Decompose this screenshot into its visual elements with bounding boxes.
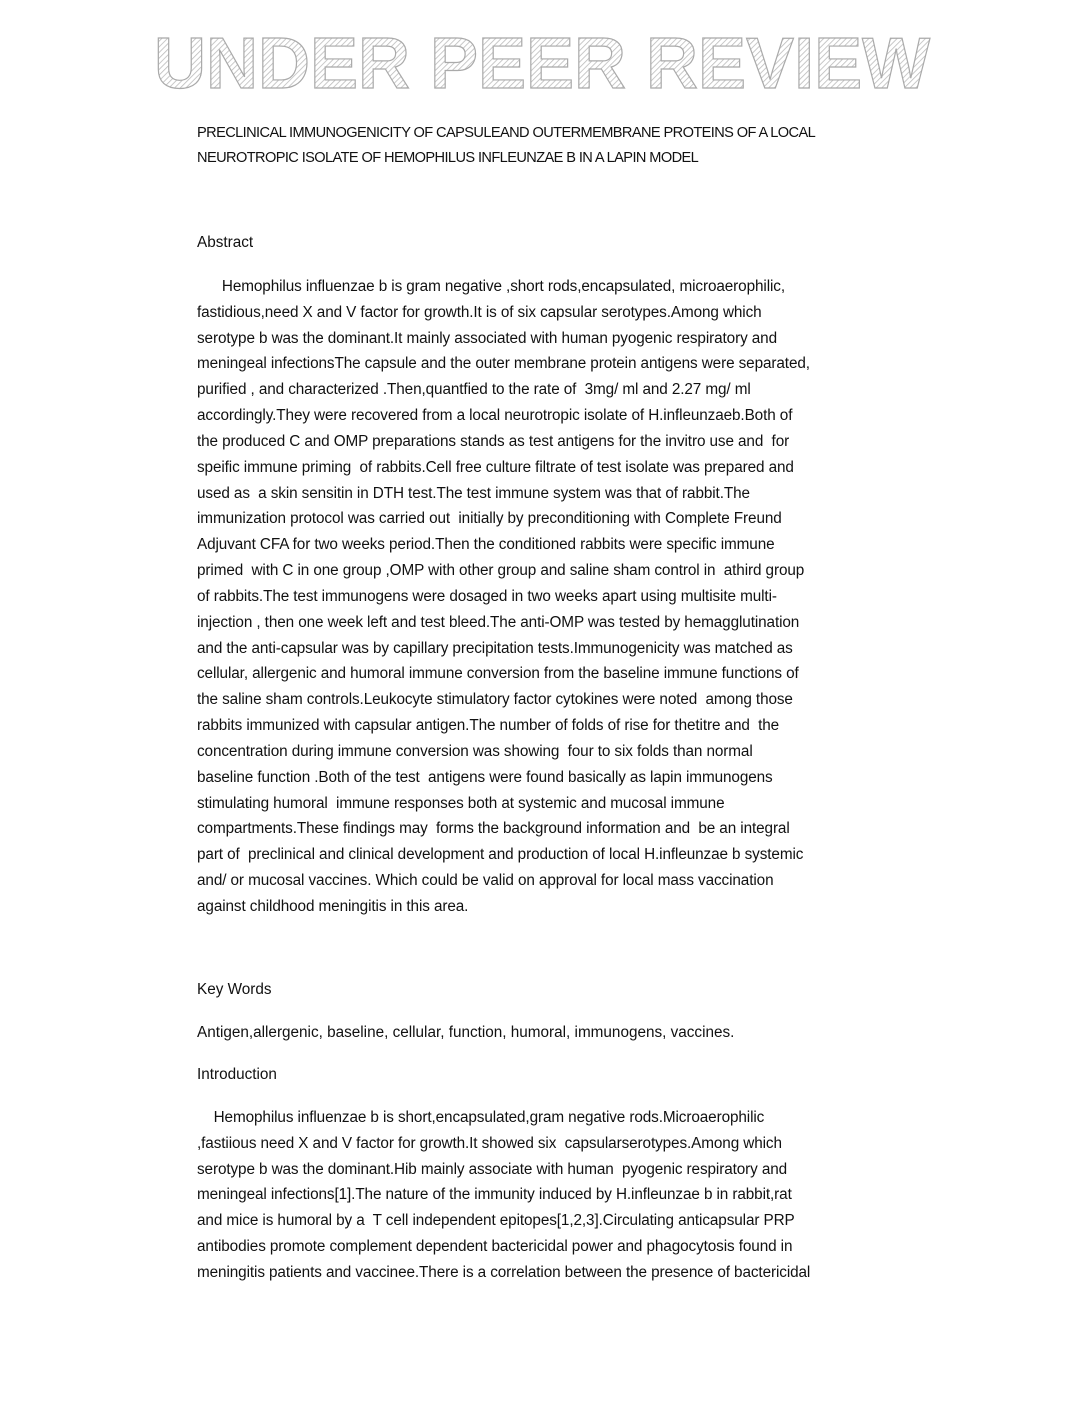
paragraph-line: and the anti-capsular was by capillary precipitation tests.Immunogenicity was matched as (197, 639, 793, 657)
paragraph-line: meningeal infectionsThe capsule and the outer membrane protein antigens were separated, (197, 355, 810, 373)
introduction-heading: Introduction (197, 1066, 277, 1083)
paragraph-line: compartments.These findings may forms the background information and be an integral (197, 820, 790, 838)
paragraph-line: used as a skin sensitin in DTH test.The test immune system was that of rabbit.The (197, 484, 750, 502)
paragraph-line: accordingly.They were recovered from a local neurotropic isolate of H.infleunzaeb.Both of (197, 407, 793, 425)
title-line: NEUROTROPIC ISOLATE OF HEMOPHILUS INFLEUNZAE B IN A LAPIN MODEL (197, 150, 699, 166)
paragraph-line: primed with C in one group ,OMP with other group and saline sham control in athird group (197, 562, 805, 580)
paragraph-line: meningitis patients and vaccinee.There is a correlation between the presence of bactericidal (197, 1263, 811, 1281)
paragraph-line: serotype b was the dominant.Hib mainly associate with human pyogenic respiratory and (197, 1160, 788, 1178)
paragraph-line: baseline function .Both of the test antigens were found basically as lapin immunogens (197, 768, 773, 786)
paper-title (197, 121, 815, 171)
paragraph-line: the produced C and OMP preparations stands as test antigens for the invitro use and for (197, 432, 790, 450)
paragraph-line: cellular, allergenic and humoral immune conversion from the baseline immune functions of (197, 665, 799, 683)
paragraph-line: part of preclinical and clinical development and production of local H.infleunzae b systemic (197, 846, 804, 864)
paragraph-line: Hemophilus influenzae b is gram negative ,short rods,encapsulated, microaerophilic, (197, 278, 785, 295)
title-line: PRECLINICAL IMMUNOGENICITY OF CAPSULEAND OUTERMEMBRANE PROTEINS OF A LOCAL (197, 125, 816, 141)
paragraph-line: and mice is humoral by a T cell independent epitopes[1,2,3].Circulating anticapsular PRP (197, 1212, 795, 1230)
paragraph-line: purified , and characterized .Then,quantfied to the rate of 3mg/ ml and 2.27 mg/ ml (197, 381, 751, 399)
paragraph-line: and/ or mucosal vaccines. Which could be valid on approval for local mass vaccination (197, 872, 774, 890)
paragraph-line: of rabbits.The test immunogens were dosaged in two weeks apart using multisite multi- (197, 587, 777, 605)
paragraph-line: the saline sham controls.Leukocyte stimulatory factor cytokines were noted among those (197, 691, 793, 709)
paragraph-line: immunization protocol was carried out initially by preconditioning with Complete Freund (197, 510, 782, 528)
paragraph-line: against childhood meningitis in this area. (197, 897, 469, 915)
introduction-body (197, 1105, 810, 1286)
watermark-text: UNDER PEER REVIEW (153, 24, 931, 104)
paragraph-line: antibodies promote complement dependent bactericidal power and phagocytosis found in (197, 1238, 793, 1256)
abstract-heading: Abstract (197, 234, 254, 251)
paragraph-line: stimulating humoral immune responses both at systemic and mucosal immune (197, 794, 725, 812)
paragraph-line: rabbits immunized with capsular antigen.The number of folds of rise for thetitre and the (197, 717, 780, 735)
paragraph-line: speific immune priming of rabbits.Cell free culture filtrate of test isolate was prepared and (197, 458, 794, 476)
paragraph-line: injection , then one week left and test bleed.The anti-OMP was tested by hemagglutination (197, 613, 800, 631)
paragraph-line: meningeal infections[1].The nature of the immunity induced by H.infleunzae b in rabbit,rat (197, 1186, 792, 1204)
paragraph-line: Adjuvant CFA for two weeks period.Then the conditioned rabbits were specific immune (197, 536, 775, 554)
paragraph-line: Hemophilus influenzae b is short,encapsulated,gram negative rods.Microaerophilic (197, 1109, 765, 1126)
paragraph-line: concentration during immune conversion was showing four to six folds than normal (197, 742, 753, 760)
paragraph-line: fastidious,need X and V factor for growth.It is of six capsular serotypes.Among which (197, 303, 762, 321)
paragraph-line: serotype b was the dominant.It mainly associated with human pyogenic respiratory and (197, 329, 777, 347)
abstract-body (197, 274, 810, 920)
paragraph-line: ,fastiious need X and V factor for growth.It showed six capsularserotypes.Among which (197, 1134, 782, 1152)
keywords-heading: Key Words (197, 981, 272, 998)
keywords-text: Antigen,allergenic, baseline, cellular, function, humoral, immunogens, vaccines. (197, 1024, 735, 1041)
watermark (153, 14, 931, 106)
